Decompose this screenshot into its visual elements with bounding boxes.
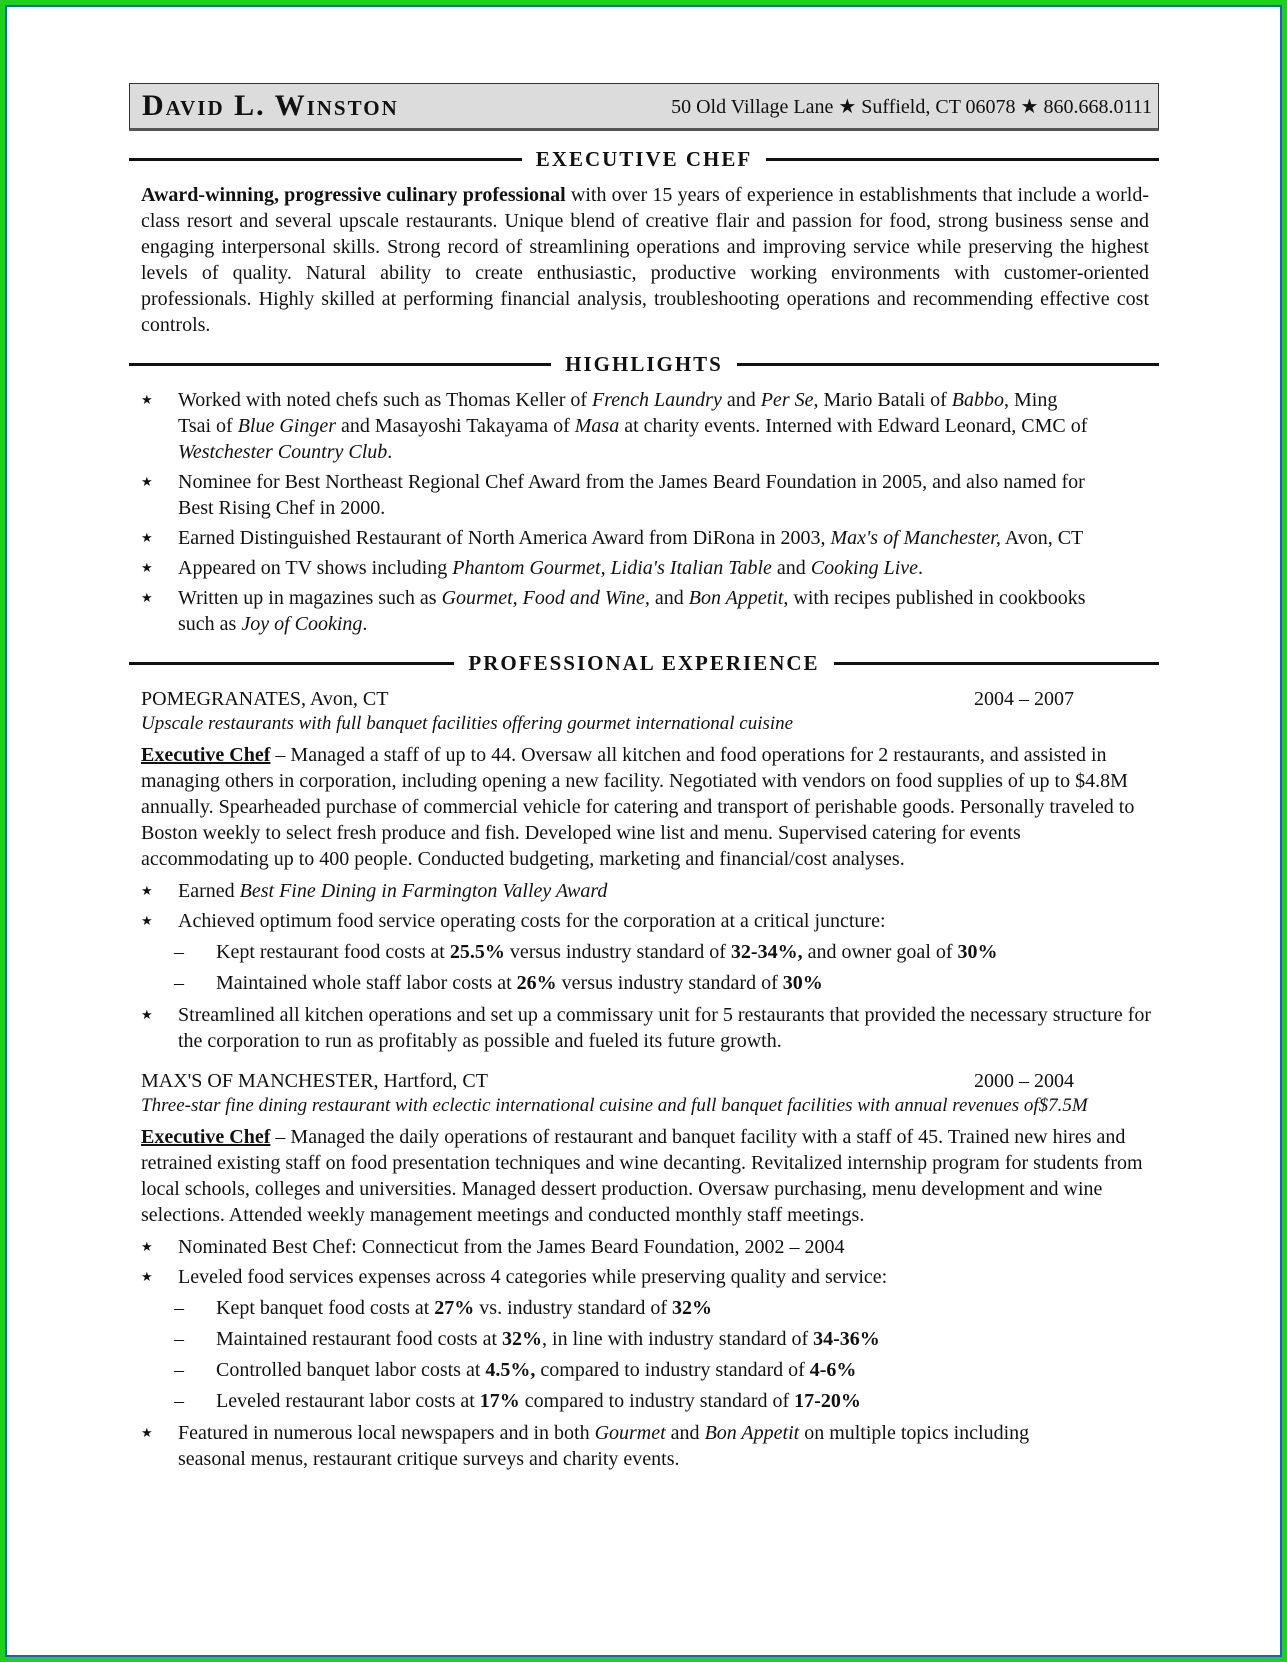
text-segment: 25.5%	[449, 941, 505, 963]
job-summary	[129, 1124, 1159, 1228]
text-segment: 17%	[479, 1390, 520, 1412]
summary-paragraph	[129, 182, 1159, 338]
text-segment: Leveled food services expenses across 4 categories while preserving quality and service:	[178, 1266, 888, 1288]
star-bullet-icon: ★	[141, 913, 153, 928]
text-segment: 4.5%,	[485, 1359, 536, 1381]
text-segment: Kept restaurant food costs at	[216, 941, 450, 963]
contact-info: 50 Old Village Lane ★ Suffield, CT 06078 ★ 860.668.0111	[671, 95, 1152, 118]
sub-list-item	[129, 939, 1159, 965]
text-segment: Bon Appetit	[688, 587, 784, 609]
text-segment: Achieved optimum food service operating costs for the corporation at a critical juncture:	[178, 910, 886, 932]
heading-rule	[129, 158, 522, 161]
text-segment: and owner goal of	[802, 941, 958, 963]
text-segment: – Managed the daily operations of restaurant and banquet facility with a staff of 45. Trained new hires and retrained existing staff on food presentation techniques and wine decanting. Revitalized internship program for students from local schools, colleges and universities. Managed dessert production. Oversaw purchasing, menu development and wine selections. Attended weekly management meetings and conducted monthly staff meetings.	[141, 1126, 1143, 1226]
star-bullet-icon: ★	[141, 474, 153, 489]
text-segment: Leveled restaurant labor costs at	[216, 1390, 480, 1412]
company-description: Upscale restaurants with full banquet facilities offering gourmet international cuisine	[141, 713, 794, 734]
resume-page	[7, 7, 1280, 1655]
text-segment: Babbo	[951, 389, 1005, 411]
star-bullet-icon: ★	[141, 883, 153, 898]
dash-bullet-icon: –	[174, 1359, 184, 1381]
section-heading-highlights	[129, 352, 1159, 377]
job-maxs-of-manchester	[129, 1068, 1159, 1472]
sub-list-item	[129, 1357, 1159, 1383]
star-bullet-icon: ★	[141, 1239, 153, 1254]
heading-rule	[766, 158, 1159, 161]
dash-bullet-icon: –	[174, 1297, 184, 1319]
list-item	[129, 585, 1159, 637]
list-item	[129, 387, 1159, 465]
job-role: Executive Chef	[141, 744, 271, 766]
text-segment: Earned Distinguished Restaurant of North America Award from DiRona in 2003,	[178, 527, 831, 549]
heading-rule	[129, 662, 454, 665]
text-segment: Lidia's Italian Table	[610, 557, 772, 579]
text-segment: Earned	[178, 880, 240, 902]
text-segment: – Managed a staff of up to 44. Oversaw all kitchen and food operations for 2 restaurants, and assisted in managing others in corporation, including opening a new facility. Negotiated with vendors on food supplies of up to $4.8M annually. Spearheaded purchase of commercial vehicle for catering and transport of perishable goods. Personally traveled to Boston weekly to select fresh produce and fish. Developed wine list and menu. Supervised catering for events accommodating up to 400 people. Conducted budgeting, marketing and financial/cost analyses.	[141, 744, 1135, 870]
text-segment: with over 15 years of experience in establishments that include a world-class resort and several upscale restaurants. Unique blend of creative flair and passion for food, strong business sense and engaging interpersonal skills. Strong record of streamlining operations and improving service while preserving the highest levels of quality. Natural ability to create enthusiastic, productive working environments with customer-oriented professionals. Highly skilled at performing financial analysis, troubleshooting operations and recommending effective cost controls.	[141, 184, 1149, 336]
text-segment: and	[721, 389, 761, 411]
name-header	[129, 83, 1159, 131]
job-summary	[129, 742, 1159, 872]
star-bullet-icon: ★	[141, 1007, 153, 1022]
star-bullet-icon: ★	[141, 392, 153, 407]
section-heading-experience	[129, 651, 1159, 676]
job-pomegranates	[129, 686, 1159, 1054]
text-segment: , with recipes published in cookbooks such as	[178, 587, 1086, 635]
text-segment: Best Fine Dining in Farmington Valley Award	[239, 880, 608, 902]
company-name: POMEGRANATES, Avon, CT	[141, 688, 389, 710]
dash-bullet-icon: –	[174, 941, 184, 963]
sub-list-item	[129, 970, 1159, 996]
text-segment: 27%	[434, 1297, 475, 1319]
list-item	[129, 1234, 1159, 1260]
text-segment: 26%	[516, 972, 557, 994]
candidate-name: David L. Winston	[142, 89, 399, 122]
text-segment: Nominee for Best Northeast Regional Chef Award from the James Beard Foundation in 2005, and also named for Best Rising Chef in 2000.	[178, 471, 1085, 519]
text-segment: and	[771, 557, 811, 579]
text-segment: Kept banquet food costs at	[216, 1297, 435, 1319]
star-bullet-icon: ★	[141, 590, 153, 605]
star-bullet-icon: ★	[141, 560, 153, 575]
text-segment: Phantom Gourmet	[452, 557, 601, 579]
heading-rule	[834, 662, 1159, 665]
list-item	[129, 555, 1159, 581]
text-segment: Cooking Live	[810, 557, 919, 579]
highlights-list	[129, 387, 1159, 637]
text-segment: .	[918, 557, 924, 579]
sub-list-item	[129, 1295, 1159, 1321]
text-segment: compared to industry standard of	[535, 1359, 810, 1381]
text-segment: , Ming Tsai of	[178, 389, 1058, 437]
text-segment: versus industry standard of	[504, 941, 731, 963]
text-segment: .	[387, 441, 393, 463]
job-role: Executive Chef	[141, 1126, 271, 1148]
list-item	[129, 1264, 1159, 1290]
text-segment: 32-34%,	[730, 941, 803, 963]
text-segment: PROFESSIONAL EXPERIENCE	[468, 651, 820, 675]
dash-bullet-icon: –	[174, 1390, 184, 1412]
section-heading-summary	[129, 147, 1159, 172]
text-segment: Joy of Cooking	[241, 613, 363, 635]
company-description: Three-star fine dining restaurant with eclectic international cuisine and full banquet facilities with annual revenues of$7.5M	[141, 1095, 1088, 1116]
text-segment: Masa	[574, 415, 620, 437]
sub-list-item	[129, 1326, 1159, 1352]
star-bullet-icon: ★	[141, 530, 153, 545]
text-segment: versus industry standard of	[556, 972, 783, 994]
company-name: MAX'S OF MANCHESTER, Hartford, CT	[141, 1070, 488, 1092]
text-segment: 4-6%	[809, 1359, 857, 1381]
text-segment: French Laundry	[592, 389, 722, 411]
text-segment: 17-20%	[794, 1390, 861, 1412]
text-segment: 34-36%	[813, 1328, 880, 1350]
list-item	[129, 1002, 1159, 1054]
text-segment: Maintained whole staff labor costs at	[216, 972, 517, 994]
list-item	[129, 1420, 1159, 1472]
text-segment: at charity events. Interned with Edward Leonard, CMC of	[619, 415, 1088, 437]
text-segment: 30%	[782, 972, 823, 994]
text-segment: , in line with industry standard of	[542, 1328, 814, 1350]
text-segment: and	[649, 587, 689, 609]
job-dates: 2000 – 2004	[974, 1070, 1074, 1092]
text-segment: Max's of Manchester,	[830, 527, 1001, 549]
text-segment: Nominated Best Chef: Connecticut from the James Beard Foundation, 2002 – 2004	[178, 1236, 845, 1258]
text-segment: Featured in numerous local newspapers and in both	[178, 1422, 595, 1444]
text-segment: HIGHLIGHTS	[565, 352, 723, 376]
text-segment: vs. industry standard of	[474, 1297, 673, 1319]
heading-rule	[737, 363, 1159, 366]
text-segment: 32%	[502, 1328, 543, 1350]
text-segment: .	[362, 613, 368, 635]
text-segment: Streamlined all kitchen operations and set up a commissary unit for 5 restaurants that provided the necessary structure for the corporation to run as profitably as possible and fueled its future growth.	[178, 1004, 1152, 1052]
text-segment: Written up in magazines such as	[178, 587, 442, 609]
text-segment: Westchester Country Club	[178, 441, 388, 463]
dash-bullet-icon: –	[174, 972, 184, 994]
text-segment: Per Se	[760, 389, 814, 411]
heading-rule	[129, 363, 551, 366]
star-bullet-icon: ★	[141, 1425, 153, 1440]
text-segment: and	[665, 1422, 705, 1444]
text-segment: on multiple topics including seasonal menus, restaurant critique surveys and charity events.	[178, 1422, 1030, 1470]
text-segment: Gourmet, Food and Wine,	[441, 587, 650, 609]
list-item	[129, 469, 1159, 521]
list-item	[129, 525, 1159, 551]
text-segment: ,	[600, 557, 611, 579]
star-bullet-icon: ★	[141, 1269, 153, 1284]
text-segment: Bon Appetit	[704, 1422, 800, 1444]
text-segment: Controlled banquet labor costs at	[216, 1359, 486, 1381]
text-segment: Gourmet	[594, 1422, 666, 1444]
text-segment: 30%	[957, 941, 998, 963]
text-segment: compared to industry standard of	[519, 1390, 795, 1412]
text-segment: Avon, CT	[1000, 527, 1084, 549]
job-dates: 2004 – 2007	[974, 688, 1074, 710]
text-segment: Blue Ginger	[237, 415, 337, 437]
window-border	[5, 5, 1282, 1657]
text-segment: Maintained restaurant food costs at	[216, 1328, 503, 1350]
sub-list-item	[129, 1388, 1159, 1414]
text-segment: EXECUTIVE CHEF	[535, 147, 753, 171]
list-item	[129, 908, 1159, 934]
text-segment: Appeared on TV shows including	[178, 557, 453, 579]
dash-bullet-icon: –	[174, 1328, 184, 1350]
text-segment: Award-winning, progressive culinary professional	[141, 184, 566, 206]
text-segment: Worked with noted chefs such as Thomas Keller of	[178, 389, 593, 411]
text-segment: and Masayoshi Takayama of	[336, 415, 575, 437]
text-segment: 32%	[672, 1297, 713, 1319]
text-segment: , Mario Batali of	[813, 389, 952, 411]
list-item	[129, 878, 1159, 904]
